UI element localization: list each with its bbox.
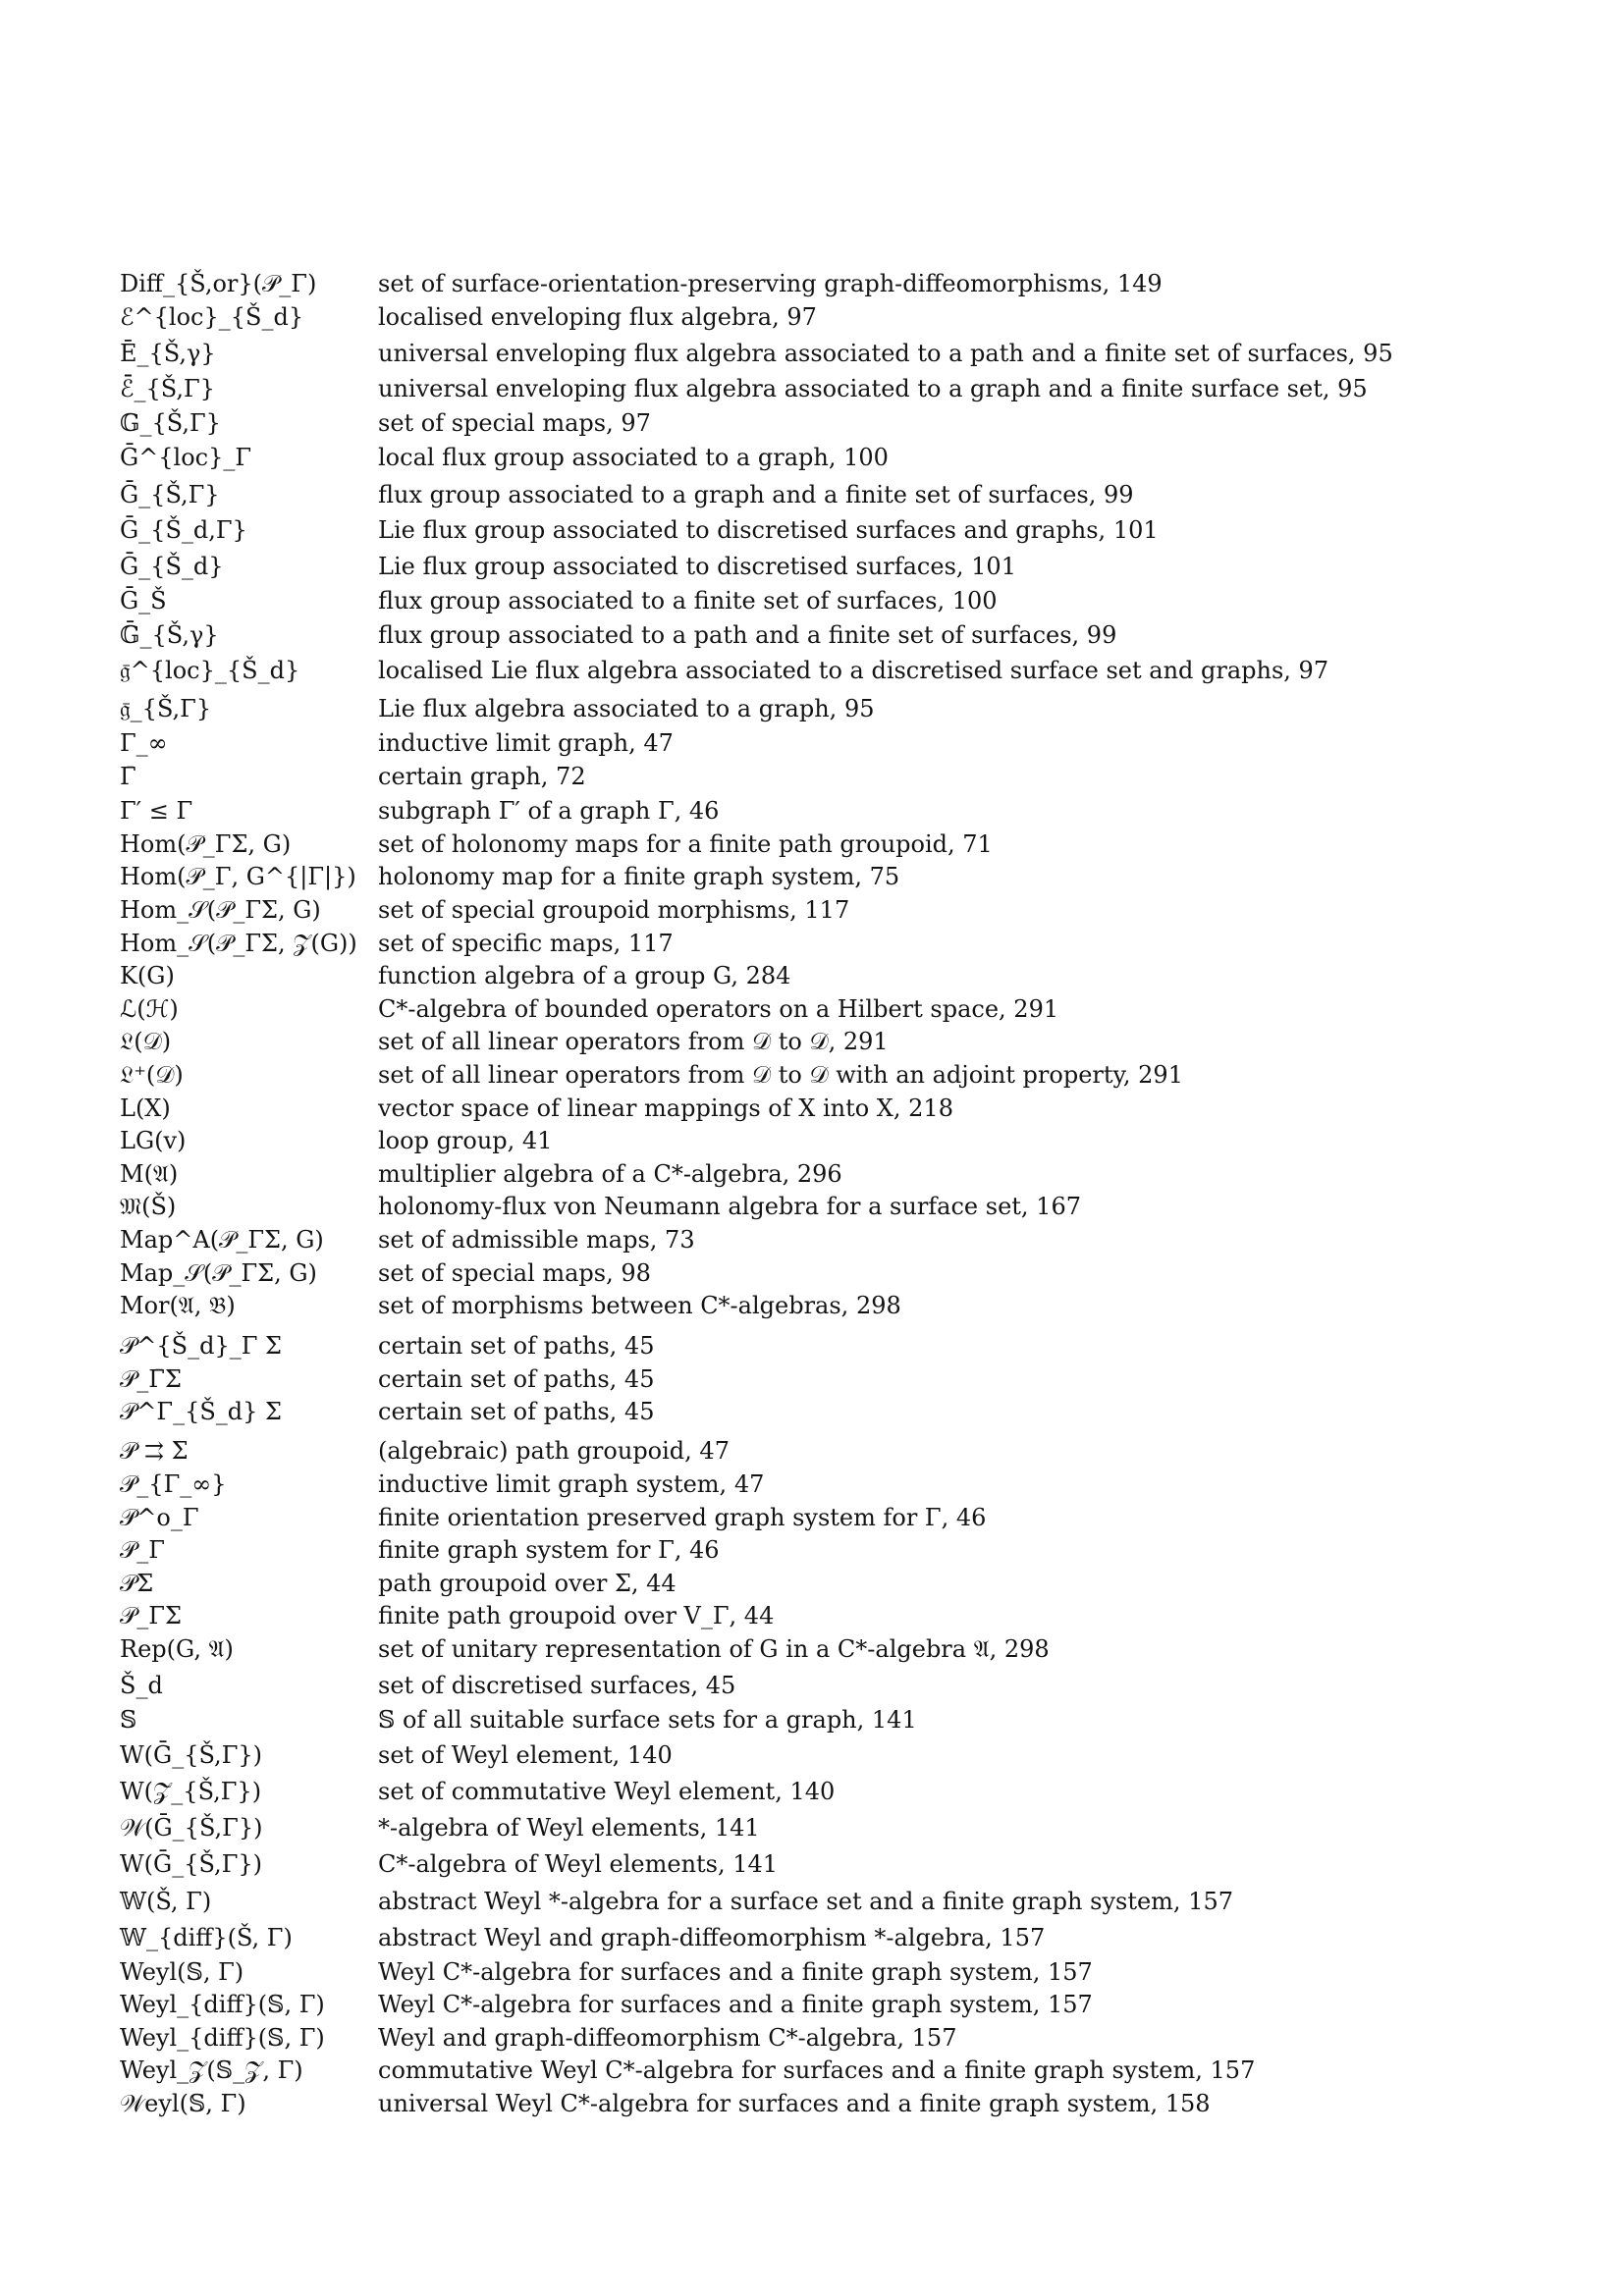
index-entry <box>120 1434 1514 1468</box>
index-entry <box>120 1395 1514 1428</box>
index-entry <box>120 300 1514 334</box>
index-entry <box>120 1256 1514 1290</box>
entry-symbol: 𝔐(Š) <box>120 1193 177 1220</box>
entry-description: C*-algebra of Weyl elements, 141 <box>378 1850 779 1878</box>
index-entry <box>120 478 1514 511</box>
index-entry <box>120 618 1514 652</box>
entry-symbol: 𝒲(Ḡ_{Š,Γ}) <box>120 1814 263 1842</box>
index-entry <box>120 1289 1514 1322</box>
entry-symbol: Weyl_{diff}(𝕊, Γ) <box>120 2024 325 2052</box>
entry-description: abstract Weyl *-algebra for a surface set and a finite graph system, 157 <box>378 1888 1233 1915</box>
entry-description: set of holonomy maps for a finite path groupoid, 71 <box>378 830 993 858</box>
entry-description: localised Lie flux algebra associated to a discretised surface set and graphs, 97 <box>378 657 1329 684</box>
entry-symbol: Hom(𝒫_Γ, G^{|Γ|}) <box>120 863 356 890</box>
index-entry <box>120 1775 1514 1808</box>
entry-description: set of special maps, 97 <box>378 409 651 437</box>
entry-symbol: 𝒫_Γ <box>120 1536 165 1564</box>
index-entry <box>120 1092 1514 1125</box>
entry-description: set of special groupoid morphisms, 117 <box>378 896 850 924</box>
index-entry <box>120 2021 1514 2055</box>
entry-symbol: W(𝒵̄_{Š,Γ}) <box>120 1778 262 1805</box>
index-entry <box>120 1703 1514 1736</box>
index-entry <box>120 337 1514 370</box>
entry-symbol: ℰ̄_{Š,Γ} <box>120 375 215 402</box>
index-entry <box>120 1632 1514 1666</box>
index-entry <box>120 406 1514 440</box>
entry-description: set of Weyl element, 140 <box>378 1741 673 1769</box>
entry-description: set of special maps, 98 <box>378 1259 651 1287</box>
entry-symbol: Weyl(𝕊, Γ) <box>120 1958 244 1986</box>
entry-symbol: Š_d <box>120 1672 163 1699</box>
entry-symbol: Weyl_𝒵(𝕊_𝒵, Γ) <box>120 2056 303 2084</box>
index-entry <box>120 267 1514 300</box>
entry-symbol: 𝕎_{diff}(Š, Γ) <box>120 1924 293 1951</box>
index-entry <box>120 1025 1514 1058</box>
entry-description: set of commutative Weyl element, 140 <box>378 1778 836 1805</box>
entry-description: universal Weyl C*-algebra for surfaces and a finite graph system, 158 <box>378 2090 1211 2117</box>
index-entry <box>120 726 1514 760</box>
entry-symbol: 𝒫Σ <box>120 1570 154 1597</box>
entry-description: Weyl C*-algebra for surfaces and a finite graph system, 157 <box>378 1991 1093 2018</box>
entry-description: inductive limit graph, 47 <box>378 729 674 757</box>
entry-description: finite orientation preserved graph system for Γ, 46 <box>378 1504 987 1531</box>
entry-symbol: LG(v) <box>120 1127 187 1154</box>
entry-symbol: Ḡ_{Š_d} <box>120 553 224 580</box>
entry-description: *-algebra of Weyl elements, 141 <box>378 1814 760 1842</box>
entry-description: C*-algebra of bounded operators on a Hilbert space, 291 <box>378 995 1059 1023</box>
entry-description: inductive limit graph system, 47 <box>378 1470 765 1498</box>
entry-description: set of all linear operators from 𝒟 to 𝒟 with an adjoint property, 291 <box>378 1061 1183 1089</box>
entry-symbol: Γ′ ≤ Γ <box>120 797 193 825</box>
index-entry <box>120 1669 1514 1702</box>
entry-symbol: Weyl_{diff}(𝕊, Γ) <box>120 1991 325 2018</box>
entry-symbol: 𝒫^Γ_{Š_d} Σ <box>120 1398 283 1425</box>
entry-description: multiplier algebra of a C*-algebra, 296 <box>378 1160 842 1188</box>
entry-symbol: 𝔾̄_{Š,γ} <box>120 621 219 649</box>
entry-symbol: W(Ḡ_{Š,Γ}) <box>120 1850 262 1878</box>
entry-description: universal enveloping flux algebra associated to a graph and a finite surface set, 95 <box>378 375 1368 402</box>
entry-symbol: 𝔏⁺(𝒟) <box>120 1061 184 1089</box>
index-entry <box>120 2054 1514 2087</box>
entry-description: path groupoid over Σ, 44 <box>378 1570 677 1597</box>
entry-symbol: Γ̄ <box>120 763 136 790</box>
entry-description: certain set of paths, 45 <box>378 1332 655 1360</box>
entry-symbol: 𝒫 ⇉ Σ <box>120 1437 189 1465</box>
entry-description: 𝕊 of all suitable surface sets for a graph, 141 <box>378 1706 917 1734</box>
index-entry <box>120 1124 1514 1157</box>
entry-symbol: Hom_𝒮(𝒫_ΓΣ, G) <box>120 896 321 924</box>
index-entry <box>120 2087 1514 2120</box>
entry-description: function algebra of a group G, 284 <box>378 962 791 989</box>
index-entry <box>120 1738 1514 1772</box>
entry-symbol: 𝔏(𝒟) <box>120 1028 172 1055</box>
entry-description: finite graph system for Γ, 46 <box>378 1536 720 1564</box>
entry-description: set of discretised surfaces, 45 <box>378 1672 736 1699</box>
entry-description: set of morphisms between C*-algebras, 298 <box>378 1292 901 1319</box>
entry-symbol: Map^A(𝒫_ΓΣ, G) <box>120 1226 324 1254</box>
index-entry <box>120 1533 1514 1567</box>
index-entry <box>120 1157 1514 1191</box>
entry-symbol: Ḡ_{Š_d,Γ} <box>120 516 247 544</box>
index-entry <box>120 550 1514 583</box>
index-entry <box>120 692 1514 725</box>
entry-symbol: 𝒲eyl(𝕊, Γ) <box>120 2090 246 2117</box>
entry-symbol: 𝕎(Š, Γ) <box>120 1888 212 1915</box>
entry-symbol: L(X) <box>120 1095 171 1122</box>
index-entry <box>120 654 1514 687</box>
index-entry <box>120 441 1514 474</box>
entry-symbol: W(Ḡ_{Š,Γ}) <box>120 1741 262 1769</box>
entry-symbol: Hom_𝒮(𝒫_ΓΣ, 𝒵(G)) <box>120 930 357 957</box>
entry-symbol: Ē_{Š,γ} <box>120 340 216 367</box>
index-entry <box>120 927 1514 960</box>
entry-description: set of all linear operators from 𝒟 to 𝒟, 291 <box>378 1028 889 1055</box>
entry-symbol: ℰ^{loc}_{Š_d} <box>120 303 304 331</box>
entry-symbol: Ḡ_Š <box>120 587 167 614</box>
entry-description: set of unitary representation of G in a C*-algebra 𝔄, 298 <box>378 1635 1050 1663</box>
entry-description: certain set of paths, 45 <box>378 1365 655 1393</box>
entry-description: abstract Weyl and graph-diffeomorphism *-algebra, 157 <box>378 1924 1046 1951</box>
entry-symbol: 𝔤̄_{Š,Γ} <box>120 695 212 722</box>
index-entry <box>120 1885 1514 1918</box>
index-entry <box>120 1362 1514 1396</box>
entry-description: Lie flux group associated to discretised surfaces and graphs, 101 <box>378 516 1159 544</box>
index-entry <box>120 1955 1514 1989</box>
entry-description: subgraph Γ′ of a graph Γ, 46 <box>378 797 720 825</box>
entry-symbol: Mor(𝔄, 𝔅) <box>120 1292 236 1319</box>
index-entry <box>120 1329 1514 1362</box>
entry-description: universal enveloping flux algebra associated to a path and a finite set of surfaces, 95 <box>378 340 1393 367</box>
entry-symbol: 𝒫_{Γ_∞} <box>120 1470 227 1498</box>
index-entry <box>120 893 1514 927</box>
entry-description: flux group associated to a finite set of surfaces, 100 <box>378 587 998 614</box>
index-entry <box>120 1058 1514 1092</box>
index-entry <box>120 1921 1514 1954</box>
entry-description: holonomy map for a finite graph system, 75 <box>378 863 900 890</box>
index-entry <box>120 1223 1514 1256</box>
entry-description: set of surface-orientation-preserving graph-diffeomorphisms, 149 <box>378 270 1163 297</box>
entry-symbol: Γ_∞ <box>120 729 168 757</box>
index-entry <box>120 1811 1514 1844</box>
entry-symbol: 𝔤̄^{loc}_{Š_d} <box>120 657 300 684</box>
index-entry <box>120 1468 1514 1501</box>
index-entry <box>120 1599 1514 1632</box>
entry-description: Lie flux algebra associated to a graph, 95 <box>378 695 875 722</box>
entry-description: (algebraic) path groupoid, 47 <box>378 1437 730 1465</box>
entry-symbol: 𝒫^{Š_d}_Γ Σ <box>120 1332 283 1360</box>
index-entry <box>120 828 1514 861</box>
entry-symbol: Ḡ_{Š,Γ} <box>120 481 220 508</box>
entry-description: vector space of linear mappings of X into X, 218 <box>378 1095 953 1122</box>
entry-description: certain set of paths, 45 <box>378 1398 655 1425</box>
entry-symbol: M(𝔄) <box>120 1160 179 1188</box>
entry-symbol: Hom(𝒫_ΓΣ, G) <box>120 830 292 858</box>
entry-description: loop group, 41 <box>378 1127 553 1154</box>
entry-symbol: Diff_{Š,or}(𝒫_Γ) <box>120 270 317 297</box>
entry-description: Weyl C*-algebra for surfaces and a finite graph system, 157 <box>378 1958 1093 1986</box>
entry-symbol: Map_𝒮(𝒫_ΓΣ, G) <box>120 1259 317 1287</box>
index-entry <box>120 794 1514 828</box>
index-entry <box>120 1190 1514 1223</box>
index-entry <box>120 992 1514 1026</box>
index-entry <box>120 1501 1514 1534</box>
index-entry <box>120 1988 1514 2021</box>
entry-description: Weyl and graph-diffeomorphism C*-algebra, 157 <box>378 2024 957 2052</box>
index-entry <box>120 513 1514 547</box>
entry-symbol: 𝕊 <box>120 1706 137 1734</box>
index-entry <box>120 959 1514 992</box>
entry-description: flux group associated to a graph and a finite set of surfaces, 99 <box>378 481 1134 508</box>
entry-description: commutative Weyl C*-algebra for surfaces and a finite graph system, 157 <box>378 2056 1256 2084</box>
entry-description: set of specific maps, 117 <box>378 930 674 957</box>
entry-description: set of admissible maps, 73 <box>378 1226 695 1254</box>
index-entry <box>120 1567 1514 1600</box>
entry-description: holonomy-flux von Neumann algebra for a surface set, 167 <box>378 1193 1081 1220</box>
entry-description: certain graph, 72 <box>378 763 586 790</box>
entry-symbol: Rep(G, 𝔄) <box>120 1635 234 1663</box>
index-entry <box>120 760 1514 793</box>
index-entry <box>120 1847 1514 1881</box>
entry-description: localised enveloping flux algebra, 97 <box>378 303 817 331</box>
index-entry <box>120 860 1514 893</box>
entry-symbol: ℒ(ℋ) <box>120 995 179 1023</box>
entry-symbol: 𝒫^o_Γ <box>120 1504 199 1531</box>
index-entry <box>120 372 1514 405</box>
entry-symbol: 𝒫_Γ̄Σ <box>120 1365 182 1393</box>
entry-description: Lie flux group associated to discretised surfaces, 101 <box>378 553 1016 580</box>
entry-symbol: K(G) <box>120 962 175 989</box>
entry-description: finite path groupoid over V_Γ, 44 <box>378 1602 775 1629</box>
index-entry <box>120 584 1514 617</box>
entry-description: local flux group associated to a graph, 100 <box>378 444 889 471</box>
entry-description: flux group associated to a path and a finite set of surfaces, 99 <box>378 621 1117 649</box>
entry-symbol: 𝒫_ΓΣ <box>120 1602 182 1629</box>
entry-symbol: 𝔾_{Š,Γ} <box>120 409 221 437</box>
entry-symbol: Ḡ^{loc}_Γ <box>120 444 252 471</box>
